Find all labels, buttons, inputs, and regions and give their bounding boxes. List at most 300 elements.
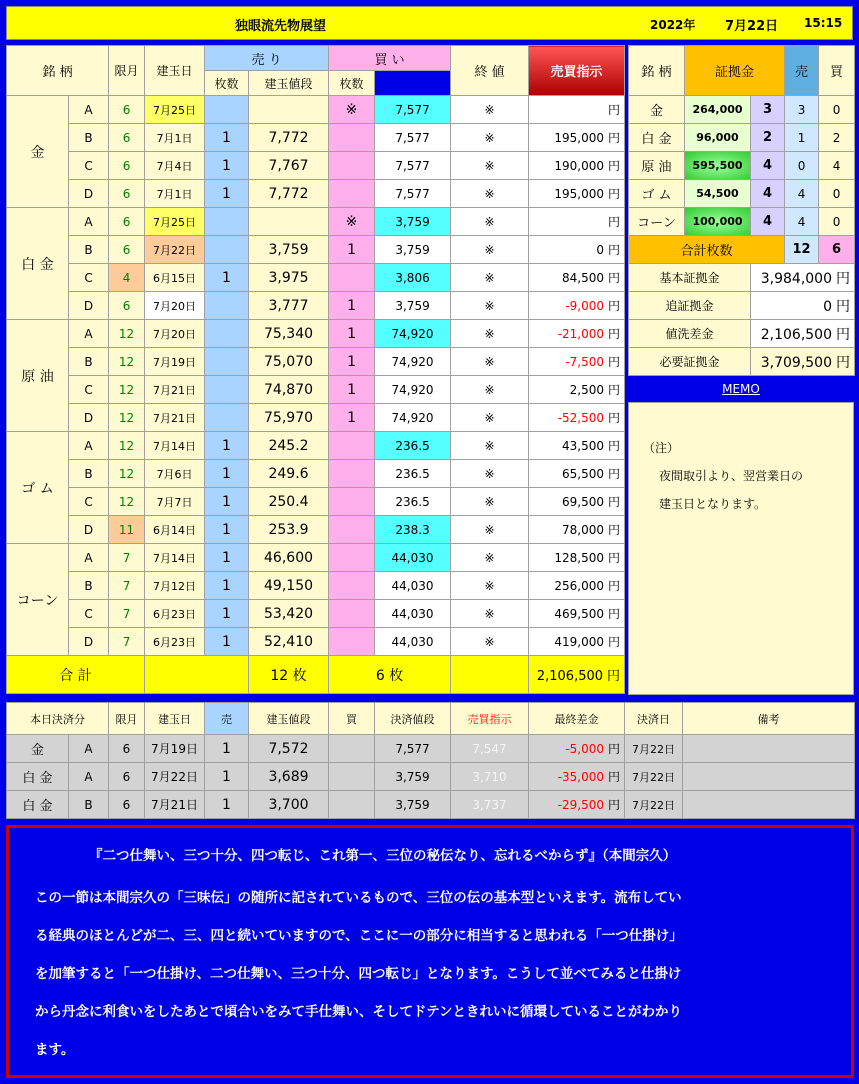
settle-header-final: 最終差金: [529, 703, 625, 735]
table-row: [7, 264, 625, 292]
settle-price: 3,700: [249, 791, 329, 819]
table-row: [7, 516, 625, 544]
side-buy-count: 2: [819, 124, 855, 152]
trade-signal: ※: [451, 376, 529, 404]
summary-value-text: 3,984,000: [760, 270, 833, 287]
trade-signal: ※: [451, 236, 529, 264]
close-price: 44,030: [375, 600, 451, 628]
settle-sell: 1: [205, 763, 249, 791]
settle-id: B: [69, 791, 109, 819]
memo-header[interactable]: [628, 378, 854, 400]
sell-count: 1: [205, 544, 249, 572]
mark-to-market-value: -9,000: [565, 299, 605, 313]
summary-label: 追証拠金: [629, 292, 751, 320]
col-header-close: 終 値: [451, 46, 529, 96]
col-header-sell-count: 枚数: [205, 71, 249, 96]
side-buy-count: 0: [819, 208, 855, 236]
position-price: 3,759: [249, 236, 329, 264]
position-price: 53,420: [249, 600, 329, 628]
side-commodity: ゴ ム: [629, 180, 685, 208]
summary-value: [751, 292, 855, 320]
close-price: 236.5: [375, 460, 451, 488]
position-date: 7月12日: [145, 572, 205, 600]
trade-signal: ※: [451, 628, 529, 656]
table-row: [7, 96, 625, 124]
trade-signal: ※: [451, 292, 529, 320]
close-price: 44,030: [375, 628, 451, 656]
mark-to-market-value: 69,500: [562, 495, 605, 509]
mark-to-market-value: -7,500: [565, 355, 605, 369]
mark-to-market-value: 195,000: [554, 187, 605, 201]
settle-row: [7, 791, 855, 819]
position-id: A: [69, 320, 109, 348]
commodity-name: コーン: [7, 544, 69, 656]
sell-count: 1: [205, 572, 249, 600]
position-id: B: [69, 236, 109, 264]
side-buy-count: 0: [819, 180, 855, 208]
summary-value: [751, 320, 855, 348]
position-id: A: [69, 544, 109, 572]
buy-count: [329, 152, 375, 180]
side-header-name: 銘 柄: [629, 46, 685, 96]
settle-commodity: 金: [7, 735, 69, 763]
side-sell-count: 0: [785, 152, 819, 180]
position-price: 46,600: [249, 544, 329, 572]
trade-signal: ※: [451, 404, 529, 432]
side-margin: 595,500: [685, 152, 751, 180]
position-date: 7月22日: [145, 236, 205, 264]
settle-close-price: 3,759: [375, 791, 451, 819]
contract-month: 6: [109, 96, 145, 124]
mark-to-market-unit: 円: [608, 607, 621, 621]
settle-remarks: [683, 791, 855, 819]
settle-header-settle_price: 決済値段: [375, 703, 451, 735]
sell-count: [205, 320, 249, 348]
side-total-sell: 12: [785, 236, 819, 264]
settle-header-month: 限月: [109, 703, 145, 735]
table-row: [7, 460, 625, 488]
position-date: 7月1日: [145, 180, 205, 208]
position-id: B: [69, 572, 109, 600]
position-id: C: [69, 264, 109, 292]
side-header-margin: 証拠金: [685, 46, 785, 96]
contract-month: 4: [109, 264, 145, 292]
position-id: C: [69, 376, 109, 404]
total-diff: [529, 656, 625, 694]
mark-to-market: [529, 600, 625, 628]
side-position-count: 4: [751, 152, 785, 180]
close-price: 74,920: [375, 320, 451, 348]
position-price: 3,777: [249, 292, 329, 320]
settle-header-buy: 買: [329, 703, 375, 735]
buy-count: [329, 180, 375, 208]
settle-date: 7月19日: [145, 735, 205, 763]
position-price: [249, 96, 329, 124]
trade-signal: ※: [451, 488, 529, 516]
buy-count: [329, 264, 375, 292]
sell-count: [205, 348, 249, 376]
settle-row: [7, 735, 855, 763]
mark-to-market-value: 2,500: [569, 383, 605, 397]
mark-to-market-unit: 円: [608, 131, 621, 145]
position-id: B: [69, 460, 109, 488]
close-price: 74,920: [375, 376, 451, 404]
memo-box: [628, 402, 854, 695]
side-sell-count: 3: [785, 96, 819, 124]
memo-link[interactable]: MEMO: [722, 382, 760, 396]
close-price: 74,920: [375, 404, 451, 432]
mark-to-market: [529, 292, 625, 320]
trade-signal: ※: [451, 320, 529, 348]
position-date: 6月23日: [145, 600, 205, 628]
mark-to-market-unit: 円: [608, 215, 621, 229]
contract-month: 12: [109, 376, 145, 404]
side-sell-count: 4: [785, 180, 819, 208]
settle-buy: [329, 735, 375, 763]
position-date: 7月19日: [145, 348, 205, 376]
buy-count: 1: [329, 320, 375, 348]
settle-final: [529, 763, 625, 791]
mark-to-market: [529, 544, 625, 572]
contract-month: 12: [109, 320, 145, 348]
table-row: [7, 180, 625, 208]
title-bar: [6, 6, 853, 40]
side-sell-count: 1: [785, 124, 819, 152]
buy-count: 1: [329, 348, 375, 376]
col-header-month: 限月: [109, 46, 145, 96]
total-sell: 12 枚: [249, 656, 329, 694]
contract-month: 11: [109, 516, 145, 544]
settle-final-value: -29,500: [557, 798, 604, 812]
buy-count: [329, 572, 375, 600]
buy-count: [329, 600, 375, 628]
col-header-buy: 買 い: [329, 46, 451, 71]
table-row: [7, 544, 625, 572]
close-price: 236.5: [375, 432, 451, 460]
position-date: 7月1日: [145, 124, 205, 152]
settle-buy: [329, 791, 375, 819]
settle-commodity: 白 金: [7, 763, 69, 791]
summary-value: [751, 264, 855, 292]
position-id: D: [69, 628, 109, 656]
settle-final: [529, 735, 625, 763]
sell-count: 1: [205, 600, 249, 628]
contract-month: 12: [109, 404, 145, 432]
settle-final-value: -35,000: [557, 770, 604, 784]
sell-count: [205, 292, 249, 320]
contract-month: 7: [109, 572, 145, 600]
side-buy-count: 0: [819, 96, 855, 124]
side-header-sell: 売: [785, 46, 819, 96]
summary-label: 値洗差金: [629, 320, 751, 348]
contract-month: 6: [109, 208, 145, 236]
position-date: 7月14日: [145, 544, 205, 572]
side-position-count: 4: [751, 180, 785, 208]
trade-signal: ※: [451, 208, 529, 236]
mark-to-market-value: -52,500: [557, 411, 605, 425]
side-commodity: 原 油: [629, 152, 685, 180]
settle-signal: 7,547: [451, 735, 529, 763]
trade-signal: ※: [451, 600, 529, 628]
mark-to-market-unit: 円: [608, 243, 621, 257]
mark-to-market-unit: 円: [608, 411, 621, 425]
table-row: [7, 208, 625, 236]
table-row: [7, 236, 625, 264]
position-date: 7月21日: [145, 376, 205, 404]
buy-count: [329, 124, 375, 152]
mark-to-market: [529, 376, 625, 404]
settle-buy: [329, 763, 375, 791]
position-id: C: [69, 488, 109, 516]
settle-final: [529, 791, 625, 819]
settle-commodity: 白 金: [7, 791, 69, 819]
buy-count: 1: [329, 376, 375, 404]
settle-close-price: 3,759: [375, 763, 451, 791]
buy-count: [329, 488, 375, 516]
position-price: 245.2: [249, 432, 329, 460]
col-header-name: 銘 柄: [7, 46, 109, 96]
position-id: B: [69, 124, 109, 152]
side-commodity: コーン: [629, 208, 685, 236]
mark-to-market: [529, 96, 625, 124]
mark-to-market-unit: 円: [608, 383, 621, 397]
table-row: [7, 348, 625, 376]
margin-table: [628, 45, 855, 376]
mark-to-market: [529, 264, 625, 292]
position-date: 6月23日: [145, 628, 205, 656]
buy-count: [329, 628, 375, 656]
summary-value-text: 0: [823, 298, 833, 315]
close-price: 7,577: [375, 124, 451, 152]
settle-sell: 1: [205, 735, 249, 763]
buy-count: 1: [329, 236, 375, 264]
position-date: 6月15日: [145, 264, 205, 292]
mark-to-market-unit: 円: [608, 495, 621, 509]
position-date: 7月6日: [145, 460, 205, 488]
trade-signal: ※: [451, 348, 529, 376]
settle-day: 7月22日: [625, 763, 683, 791]
settle-header-label: 本日決済分: [7, 703, 109, 735]
sell-count: 1: [205, 516, 249, 544]
settle-month: 6: [109, 763, 145, 791]
mark-to-market-unit: 円: [608, 159, 621, 173]
settle-final-unit: 円: [607, 770, 620, 784]
settle-header-settle_date: 決済日: [625, 703, 683, 735]
side-sell-count: 4: [785, 208, 819, 236]
mark-to-market-value: 43,500: [562, 439, 605, 453]
summary-label: 基本証拠金: [629, 264, 751, 292]
memo-line-1: 夜間取引より、翌営業日の: [659, 469, 804, 483]
col-header-signal: 売買指示: [529, 46, 625, 96]
mark-to-market: [529, 152, 625, 180]
total-buy: 6 枚: [329, 656, 451, 694]
contract-month: 12: [109, 488, 145, 516]
summary-value-text: 2,106,500: [760, 326, 833, 343]
settle-final-unit: 円: [607, 798, 620, 812]
side-position-count: 3: [751, 96, 785, 124]
commodity-name: 白 金: [7, 208, 69, 320]
settle-header-remarks: 備考: [683, 703, 855, 735]
position-id: D: [69, 404, 109, 432]
mark-to-market: [529, 460, 625, 488]
side-total-label: 合計枚数: [629, 236, 785, 264]
table-row: [7, 628, 625, 656]
side-margin: 100,000: [685, 208, 751, 236]
mark-to-market-value: 84,500: [562, 271, 605, 285]
mark-to-market: [529, 348, 625, 376]
quote-box: [6, 825, 854, 1078]
col-header-price: 建玉値段: [249, 71, 329, 96]
sell-count: [205, 208, 249, 236]
mark-to-market: [529, 180, 625, 208]
settle-price: 7,572: [249, 735, 329, 763]
close-price: 74,920: [375, 348, 451, 376]
settle-close-price: 7,577: [375, 735, 451, 763]
position-date: 7月20日: [145, 292, 205, 320]
settle-final-unit: 円: [607, 742, 620, 756]
close-price: 7,577: [375, 96, 451, 124]
quote-line-1: る経典のほとんどが二、三、四と続いていますので、ここに一の部分に相当すると思われる「一つ仕掛け」: [35, 928, 683, 944]
mark-to-market: [529, 516, 625, 544]
table-row: [7, 292, 625, 320]
total-label: 合 計: [7, 656, 145, 694]
commodity-name: 原 油: [7, 320, 69, 432]
quote-line-0: この一節は本間宗久の「三味伝」の随所に記されているもので、三位の伝の基本型といえます。流布してい: [35, 890, 682, 906]
position-id: C: [69, 600, 109, 628]
side-margin: 96,000: [685, 124, 751, 152]
position-date: 6月14日: [145, 516, 205, 544]
side-buy-count: 4: [819, 152, 855, 180]
mark-to-market-unit: 円: [608, 467, 621, 481]
mark-to-market: [529, 124, 625, 152]
mark-to-market: [529, 628, 625, 656]
buy-count: [329, 544, 375, 572]
side-header-buy: 買: [819, 46, 855, 96]
quote-title: 『二つ仕舞い、三つ十分、四つ転じ、これ第一、三位の秘伝なり、忘れるべからず』（本間宗久）: [89, 848, 677, 864]
position-price: 253.9: [249, 516, 329, 544]
table-row: [7, 376, 625, 404]
trade-signal: ※: [451, 96, 529, 124]
mark-to-market-unit: 円: [608, 635, 621, 649]
table-row: [7, 404, 625, 432]
position-id: D: [69, 292, 109, 320]
close-price: 44,030: [375, 572, 451, 600]
mark-to-market-unit: 円: [608, 579, 621, 593]
settle-id: A: [69, 735, 109, 763]
table-row: [7, 320, 625, 348]
quote-line-3: から丹念に利食いをしたあとで頃合いをみて手仕舞い、そしてドテンときれいに循環していることがわかり: [35, 1004, 683, 1020]
side-total-buy: 6: [819, 236, 855, 264]
close-price: 7,577: [375, 180, 451, 208]
settle-day: 7月22日: [625, 791, 683, 819]
table-row: [7, 488, 625, 516]
summary-unit: 円: [836, 270, 851, 287]
col-header-buy-count: 枚数: [329, 71, 375, 96]
sell-count: 1: [205, 432, 249, 460]
header-time: 15:15: [804, 16, 843, 30]
total-diff-value: 2,106,500: [536, 669, 604, 684]
position-id: D: [69, 516, 109, 544]
sell-count: 1: [205, 152, 249, 180]
position-date: 7月25日: [145, 96, 205, 124]
position-price: 249.6: [249, 460, 329, 488]
settle-header-date: 建玉日: [145, 703, 205, 735]
position-price: 75,070: [249, 348, 329, 376]
mark-to-market: [529, 572, 625, 600]
position-id: D: [69, 180, 109, 208]
trade-signal: ※: [451, 432, 529, 460]
summary-label: 必要証拠金: [629, 348, 751, 376]
side-commodity: 白 金: [629, 124, 685, 152]
buy-count: [329, 516, 375, 544]
position-price: 75,340: [249, 320, 329, 348]
position-price: 7,772: [249, 180, 329, 208]
mark-to-market-value: 65,500: [562, 467, 605, 481]
side-margin: 264,000: [685, 96, 751, 124]
quote-line-4: ます。: [35, 1042, 75, 1058]
mark-to-market-unit: 円: [608, 327, 621, 341]
trade-signal: ※: [451, 180, 529, 208]
side-position-count: 2: [751, 124, 785, 152]
position-date: 7月25日: [145, 208, 205, 236]
mark-to-market-value: 195,000: [554, 131, 605, 145]
settle-header-signal: 売買指示: [451, 703, 529, 735]
sell-count: 1: [205, 488, 249, 516]
commodity-name: 金: [7, 96, 69, 208]
quote-line-2: を加筆すると「一つ仕掛け、二つ仕舞い、三つ十分、四つ転じ」となります。こうして並べてみると仕掛け: [35, 966, 682, 982]
settle-date: 7月22日: [145, 763, 205, 791]
mark-to-market: [529, 320, 625, 348]
position-id: A: [69, 208, 109, 236]
side-commodity: 金: [629, 96, 685, 124]
buy-count: [329, 432, 375, 460]
contract-month: 12: [109, 432, 145, 460]
trade-signal: ※: [451, 460, 529, 488]
mark-to-market: [529, 236, 625, 264]
total-diff-unit: 円: [607, 669, 621, 684]
mark-to-market-value: 190,000: [554, 159, 605, 173]
contract-month: 6: [109, 180, 145, 208]
mark-to-market: [529, 488, 625, 516]
contract-month: 6: [109, 236, 145, 264]
mark-to-market-value: 128,500: [554, 551, 605, 565]
position-id: A: [69, 96, 109, 124]
position-id: B: [69, 348, 109, 376]
col-header-sell: 売 り: [205, 46, 329, 71]
mark-to-market-value: 469,500: [554, 607, 605, 621]
mark-to-market-unit: 円: [608, 523, 621, 537]
position-price: 74,870: [249, 376, 329, 404]
close-price: 3,759: [375, 236, 451, 264]
mark-to-market: [529, 432, 625, 460]
contract-month: 7: [109, 628, 145, 656]
position-price: 49,150: [249, 572, 329, 600]
close-price: 3,759: [375, 208, 451, 236]
mark-to-market-unit: 円: [608, 439, 621, 453]
sell-count: [205, 236, 249, 264]
contract-month: 6: [109, 152, 145, 180]
mark-to-market-value: -21,000: [557, 327, 605, 341]
settle-sell: 1: [205, 791, 249, 819]
sell-count: [205, 376, 249, 404]
buy-count: ※: [329, 96, 375, 124]
settle-day: 7月22日: [625, 735, 683, 763]
trade-signal: ※: [451, 572, 529, 600]
contract-month: 6: [109, 124, 145, 152]
mark-to-market-unit: 円: [608, 299, 621, 313]
close-price: 236.5: [375, 488, 451, 516]
sell-count: 1: [205, 124, 249, 152]
